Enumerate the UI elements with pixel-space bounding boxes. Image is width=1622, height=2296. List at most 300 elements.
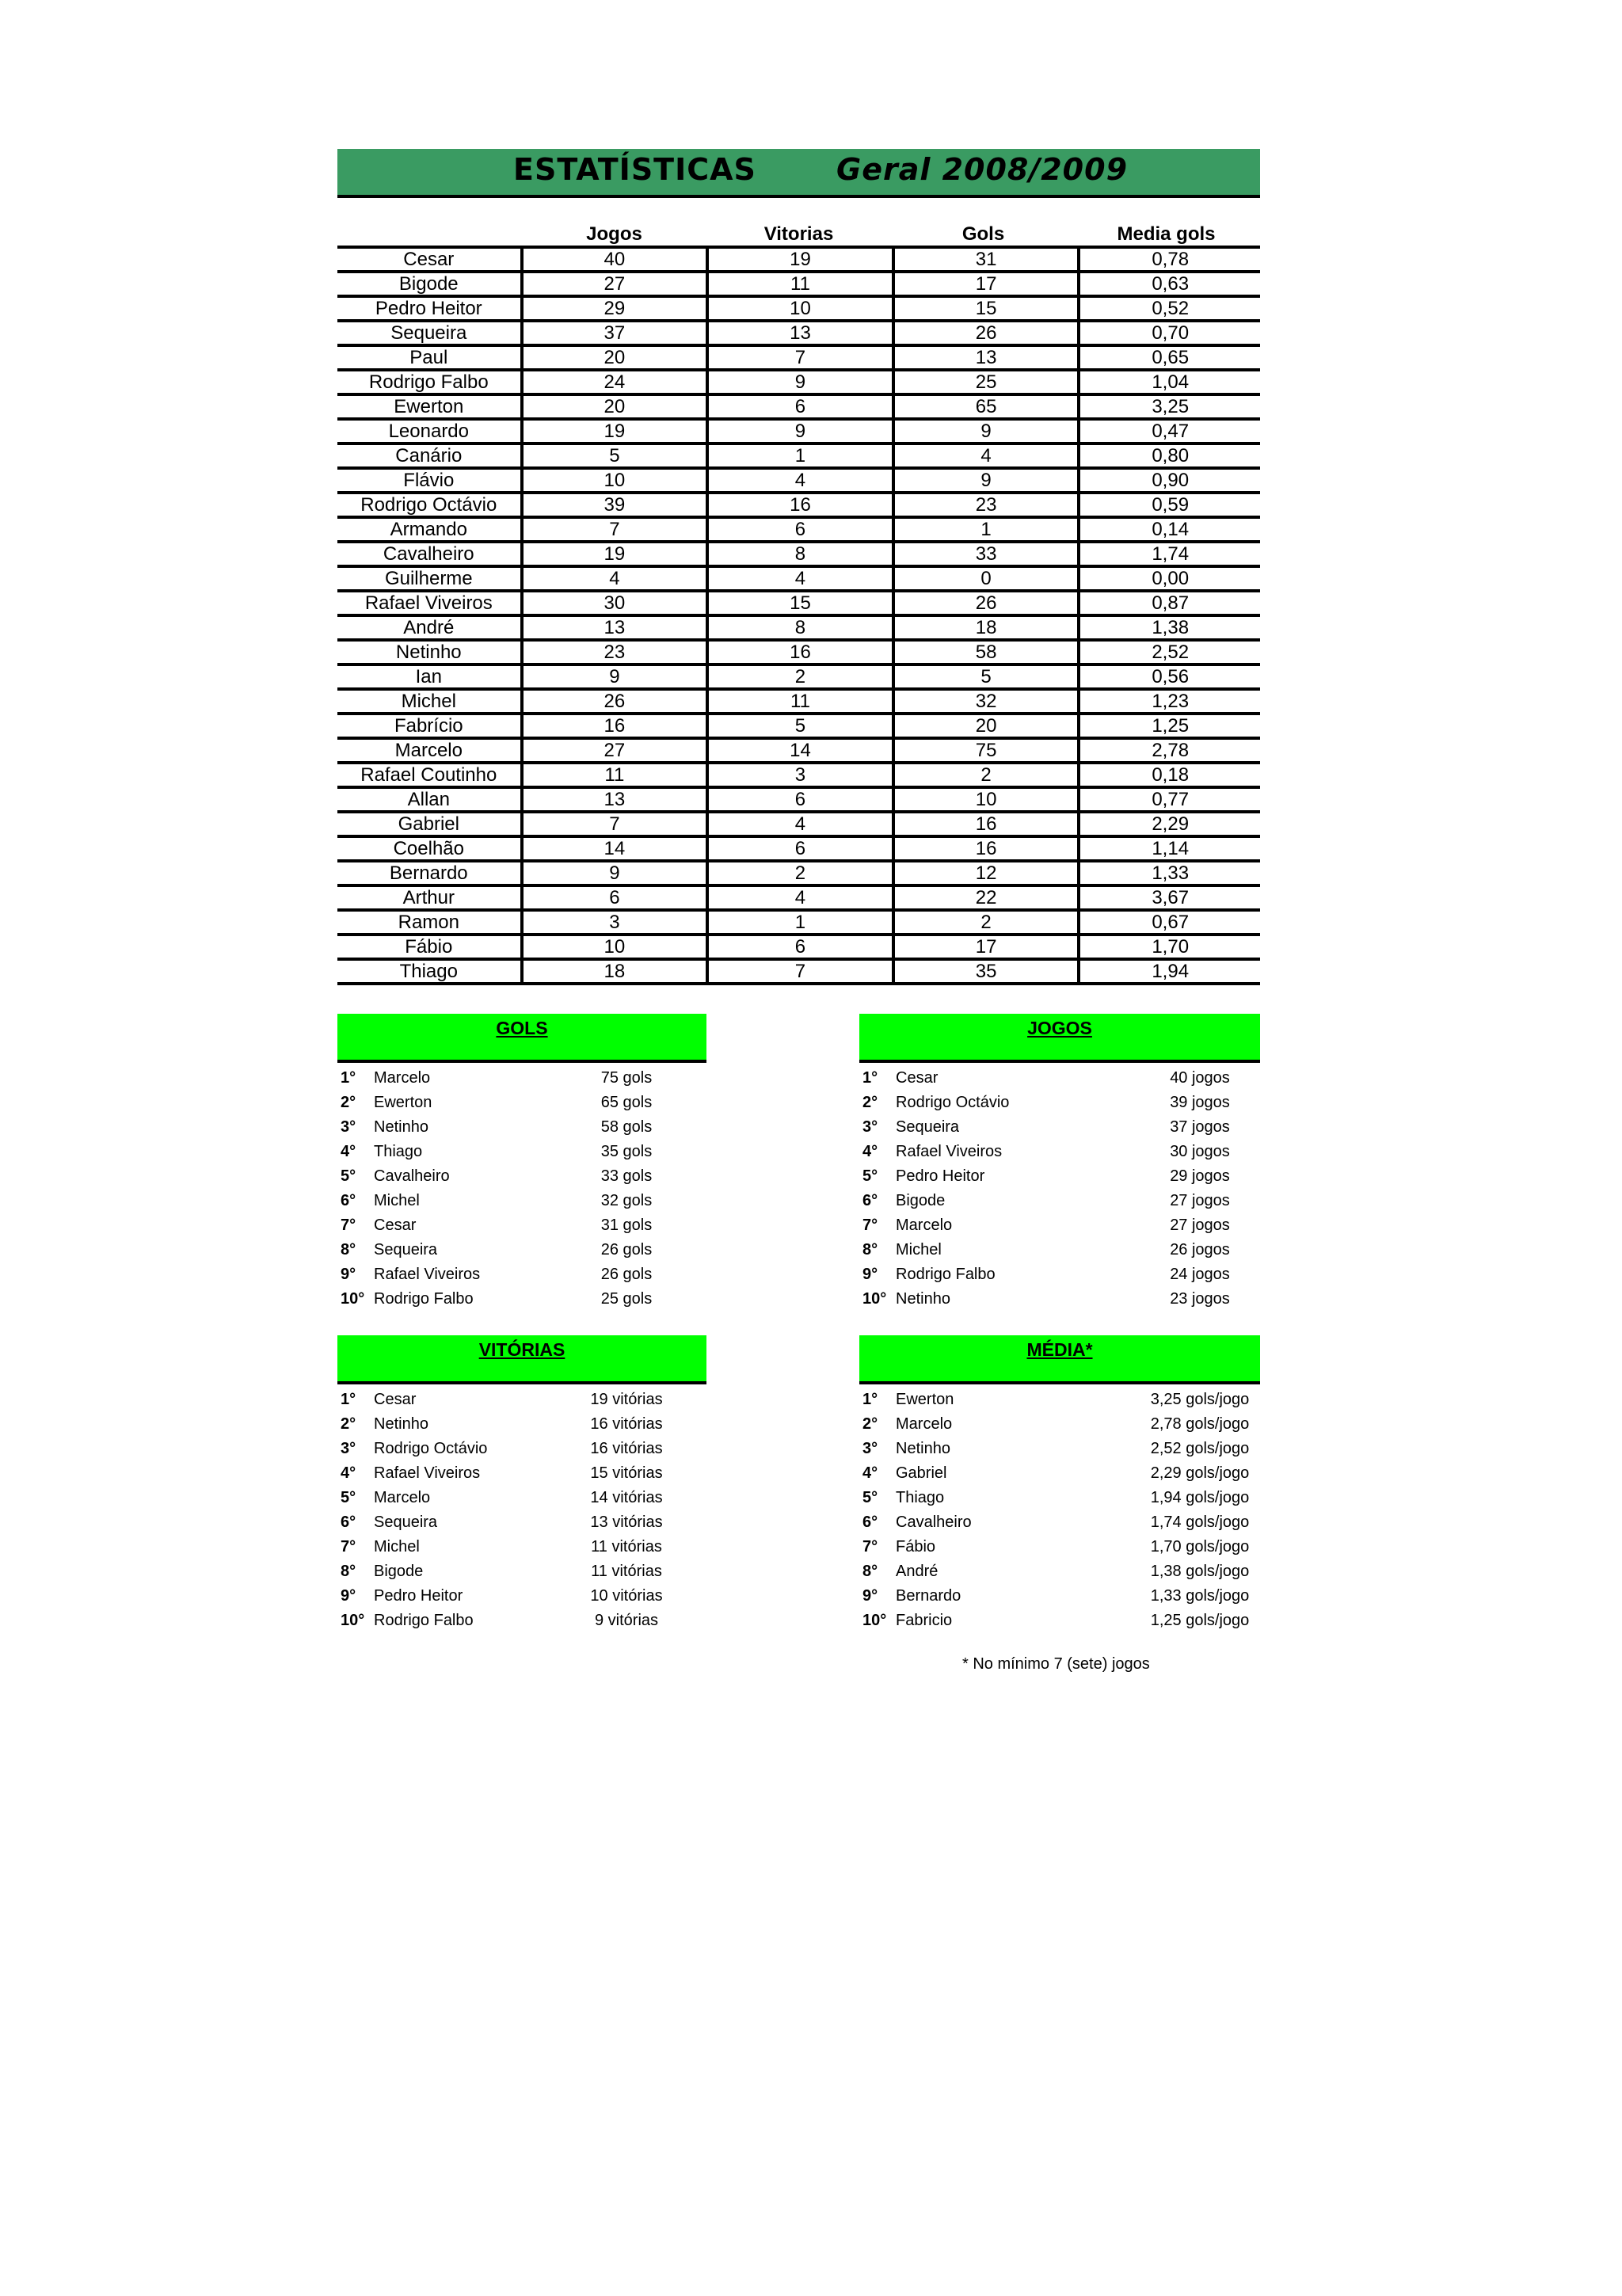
cell-media: 0,00 [1077,568,1260,589]
table-row [337,322,1260,347]
ranking-position: 10° [862,1290,887,1308]
ranking-position: 7° [862,1538,878,1555]
ranking-player: Netinho [374,1415,428,1433]
ranking-player: Michel [374,1538,420,1555]
cell-player: André [403,617,455,638]
cell-jogos: 20 [520,347,706,368]
ranking-player: Rafael Viveiros [374,1464,481,1482]
ranking-position: 5° [341,1167,356,1185]
ranking-position: 2° [862,1415,878,1433]
ranking-value: 16 vitórias [590,1415,663,1433]
ranking-item [337,1437,741,1461]
cell-player: Ramon [398,912,459,933]
table-row [337,642,1260,666]
ranking-value: 65 gols [600,1094,653,1111]
cell-player: Rafael Coutinho [360,764,497,786]
ranking-item [337,1535,741,1559]
cell-media: 0,18 [1077,764,1260,786]
cell-vitorias: 15 [706,592,892,614]
ranking-item [859,1559,1263,1584]
table-row [337,592,1260,617]
cell-vitorias: 10 [706,298,892,319]
footnote: * No mínimo 7 (sete) jogos [962,1655,1150,1673]
table-row [337,347,1260,371]
table-row [337,543,1260,568]
ranking-position: 3° [862,1440,878,1457]
ranking-value: 1,70 gols/jogo [1150,1538,1250,1555]
ranking-item [337,1189,741,1213]
ranking-value: 31 gols [600,1217,653,1234]
ranking-position: 3° [341,1440,356,1457]
cell-player: Guilherme [384,568,473,589]
ranking-value: 32 gols [600,1192,653,1209]
ranking-list [859,1066,1263,1312]
cell-media: 1,70 [1077,936,1260,958]
ranking-value: 27 jogos [1170,1192,1230,1209]
ranking-item [859,1115,1263,1140]
ranking-value: 39 jogos [1170,1094,1230,1111]
ranking-player: Rodrigo Falbo [374,1290,474,1308]
cell-media: 2,29 [1077,813,1260,835]
ranking-value: 15 vitórias [590,1464,663,1482]
table-row [337,249,1260,273]
cell-media: 0,87 [1077,592,1260,614]
table-row [337,715,1260,740]
ranking-gols [337,1014,741,1312]
cell-jogos: 23 [520,642,706,663]
cell-vitorias: 11 [706,691,892,712]
cell-vitorias: 7 [706,347,892,368]
ranking-player: Cesar [374,1217,417,1234]
table-row [337,862,1260,887]
ranking-position: 4° [341,1143,356,1160]
ranking-value: 75 gols [600,1069,653,1087]
ranking-player: Bigode [374,1563,424,1580]
cell-player: Fábio [405,936,453,958]
ranking-position: 4° [862,1143,878,1160]
cell-player: Paul [409,347,448,368]
ranking-item [859,1164,1263,1189]
cell-player: Armando [390,519,467,540]
ranking-item [337,1287,741,1312]
ranking-value: 2,29 gols/jogo [1150,1464,1250,1482]
cell-jogos: 11 [520,764,706,786]
table-row [337,740,1260,764]
cell-jogos: 3 [520,912,706,933]
cell-gols: 23 [892,494,1078,516]
ranking-position: 10° [341,1612,365,1629]
cell-jogos: 9 [520,862,706,884]
cell-gols: 9 [892,421,1078,442]
cell-jogos: 19 [520,543,706,565]
cell-vitorias: 16 [706,494,892,516]
cell-media: 0,78 [1077,249,1260,270]
stats-table-header [337,222,1260,249]
ranking-position: 5° [341,1489,356,1506]
cell-media: 0,14 [1077,519,1260,540]
cell-media: 3,67 [1077,887,1260,908]
ranking-value: 9 vitórias [594,1612,659,1629]
ranking-position: 2° [341,1094,356,1111]
ranking-player: Cavalheiro [374,1167,450,1185]
header-vitorias: Vitorias [763,223,834,245]
ranking-value: 16 vitórias [590,1440,663,1457]
cell-media: 0,90 [1077,470,1260,491]
ranking-media-title: MÉDIA* [859,1335,1260,1384]
table-row [337,936,1260,961]
cell-jogos: 9 [520,666,706,687]
cell-media: 1,14 [1077,838,1260,859]
cell-jogos: 30 [520,592,706,614]
ranking-player: Michel [896,1241,942,1258]
ranking-player: Bernardo [896,1587,961,1605]
ranking-item [337,1461,741,1486]
cell-vitorias: 4 [706,568,892,589]
cell-jogos: 4 [520,568,706,589]
ranking-position: 2° [341,1415,356,1433]
cell-player: Canário [395,445,463,466]
cell-vitorias: 14 [706,740,892,761]
ranking-item [859,1510,1263,1535]
ranking-item [337,1262,741,1287]
ranking-player: Fabricio [896,1612,953,1629]
cell-vitorias: 8 [706,617,892,638]
cell-vitorias: 4 [706,470,892,491]
title-main: ESTATÍSTICAS [513,152,756,187]
ranking-position: 3° [341,1118,356,1136]
cell-media: 0,70 [1077,322,1260,344]
cell-media: 0,65 [1077,347,1260,368]
ranking-position: 8° [341,1241,356,1258]
ranking-item [859,1437,1263,1461]
cell-player: Fabrício [394,715,463,737]
table-row [337,838,1260,862]
ranking-item [859,1189,1263,1213]
cell-gols: 75 [892,740,1078,761]
cell-gols: 26 [892,592,1078,614]
cell-gols: 0 [892,568,1078,589]
cell-vitorias: 4 [706,813,892,835]
ranking-value: 26 gols [600,1266,653,1283]
ranking-player: Marcelo [374,1489,431,1506]
ranking-list [337,1388,741,1633]
ranking-position: 4° [862,1464,878,1482]
cell-media: 1,33 [1077,862,1260,884]
ranking-gols-title: GOLS [337,1014,706,1063]
ranking-position: 10° [341,1290,365,1308]
ranking-player: André [896,1563,939,1580]
cell-media: 2,78 [1077,740,1260,761]
cell-gols: 2 [892,764,1078,786]
cell-player: Pedro Heitor [375,298,482,319]
cell-player: Marcelo [394,740,463,761]
ranking-player: Marcelo [896,1217,953,1234]
ranking-position: 4° [341,1464,356,1482]
ranking-item [337,1486,741,1510]
cell-media: 1,25 [1077,715,1260,737]
cell-jogos: 7 [520,813,706,835]
cell-vitorias: 7 [706,961,892,982]
cell-vitorias: 3 [706,764,892,786]
ranking-item [337,1213,741,1238]
ranking-value: 23 jogos [1170,1290,1230,1308]
cell-player: Cavalheiro [383,543,474,565]
ranking-value: 1,25 gols/jogo [1150,1612,1250,1629]
cell-vitorias: 6 [706,936,892,958]
ranking-value: 10 vitórias [590,1587,663,1605]
cell-gols: 4 [892,445,1078,466]
cell-jogos: 16 [520,715,706,737]
ranking-value: 1,74 gols/jogo [1150,1514,1250,1531]
cell-media: 1,23 [1077,691,1260,712]
cell-jogos: 26 [520,691,706,712]
cell-player: Gabriel [398,813,459,835]
ranking-item [337,1559,741,1584]
cell-vitorias: 11 [706,273,892,295]
stats-table [337,222,1260,985]
ranking-value: 30 jogos [1170,1143,1230,1160]
ranking-item [859,1609,1263,1633]
cell-player: Thiago [399,961,458,982]
ranking-position: 9° [862,1587,878,1605]
ranking-item [859,1091,1263,1115]
ranking-item [337,1115,741,1140]
table-row [337,666,1260,691]
ranking-player: Sequeira [374,1514,438,1531]
table-row [337,519,1260,543]
cell-gols: 65 [892,396,1078,417]
cell-player: Sequeira [390,322,467,344]
ranking-position: 6° [862,1192,878,1209]
ranking-item [337,1140,741,1164]
ranking-player: Fábio [896,1538,936,1555]
cell-media: 0,80 [1077,445,1260,466]
cell-media: 3,25 [1077,396,1260,417]
cell-gols: 33 [892,543,1078,565]
cell-player: Allan [407,789,450,810]
ranking-media [859,1335,1263,1633]
ranking-position: 7° [862,1217,878,1234]
ranking-player: Pedro Heitor [374,1587,463,1605]
ranking-position: 7° [341,1538,356,1555]
cell-jogos: 10 [520,936,706,958]
cell-media: 1,04 [1077,371,1260,393]
cell-jogos: 29 [520,298,706,319]
ranking-position: 9° [862,1266,878,1283]
cell-jogos: 14 [520,838,706,859]
table-row [337,961,1260,985]
cell-media: 0,63 [1077,273,1260,295]
cell-gols: 1 [892,519,1078,540]
cell-media: 0,59 [1077,494,1260,516]
cell-gols: 35 [892,961,1078,982]
table-row [337,371,1260,396]
cell-gols: 20 [892,715,1078,737]
cell-gols: 15 [892,298,1078,319]
ranking-player: Rodrigo Octávio [374,1440,488,1457]
cell-player: Cesar [403,249,455,270]
cell-gols: 22 [892,887,1078,908]
ranking-position: 10° [862,1612,887,1629]
cell-vitorias: 6 [706,838,892,859]
ranking-position: 8° [341,1563,356,1580]
ranking-item [337,1388,741,1412]
cell-jogos: 40 [520,249,706,270]
ranking-value: 40 jogos [1170,1069,1230,1087]
ranking-value: 25 gols [600,1290,653,1308]
ranking-value: 1,38 gols/jogo [1150,1563,1250,1580]
ranking-item [859,1213,1263,1238]
ranking-position: 9° [341,1587,356,1605]
cell-player: Rodrigo Octávio [360,494,497,516]
cell-vitorias: 8 [706,543,892,565]
ranking-player: Michel [374,1192,420,1209]
ranking-item [859,1486,1263,1510]
cell-jogos: 39 [520,494,706,516]
ranking-player: Rafael Viveiros [374,1266,481,1283]
ranking-list [337,1066,741,1312]
ranking-item [859,1535,1263,1559]
title-season: Geral 2008/2009 [836,152,1129,187]
cell-gols: 16 [892,838,1078,859]
ranking-position: 5° [862,1167,878,1185]
cell-jogos: 10 [520,470,706,491]
ranking-value: 58 gols [600,1118,653,1136]
ranking-player: Ewerton [896,1391,954,1408]
cell-player: Arthur [402,887,455,908]
cell-vitorias: 6 [706,519,892,540]
cell-player: Rodrigo Falbo [368,371,489,393]
cell-vitorias: 16 [706,642,892,663]
ranking-value: 35 gols [600,1143,653,1160]
cell-gols: 10 [892,789,1078,810]
header-jogos: Jogos [586,223,642,245]
table-row [337,764,1260,789]
cell-gols: 17 [892,936,1078,958]
table-row [337,445,1260,470]
ranking-player: Cavalheiro [896,1514,972,1531]
cell-player: Bernardo [389,862,468,884]
ranking-value: 26 gols [600,1241,653,1258]
ranking-position: 7° [341,1217,356,1234]
cell-jogos: 20 [520,396,706,417]
ranking-position: 8° [862,1241,878,1258]
ranking-player: Netinho [896,1290,950,1308]
table-row [337,617,1260,642]
table-row [337,887,1260,912]
ranking-player: Sequeira [896,1118,960,1136]
cell-player: Bigode [398,273,459,295]
cell-gols: 9 [892,470,1078,491]
table-row [337,421,1260,445]
cell-media: 2,52 [1077,642,1260,663]
cell-gols: 16 [892,813,1078,835]
ranking-position: 3° [862,1118,878,1136]
ranking-position: 1° [862,1069,878,1087]
cell-jogos: 18 [520,961,706,982]
cell-vitorias: 2 [706,666,892,687]
ranking-value: 27 jogos [1170,1217,1230,1234]
cell-gols: 25 [892,371,1078,393]
ranking-value: 2,52 gols/jogo [1150,1440,1250,1457]
ranking-player: Rodrigo Falbo [896,1266,996,1283]
ranking-player: Ewerton [374,1094,432,1111]
ranking-player: Marcelo [896,1415,953,1433]
ranking-value: 13 vitórias [590,1514,663,1531]
ranking-player: Cesar [896,1069,939,1087]
ranking-jogos-title: JOGOS [859,1014,1260,1063]
table-row [337,789,1260,813]
ranking-vitorias-title: VITÓRIAS [337,1335,706,1384]
ranking-value: 11 vitórias [591,1563,662,1580]
cell-jogos: 7 [520,519,706,540]
ranking-item [859,1461,1263,1486]
cell-vitorias: 2 [706,862,892,884]
ranking-player: Cesar [374,1391,417,1408]
cell-jogos: 27 [520,273,706,295]
cell-media: 0,67 [1077,912,1260,933]
ranking-position: 6° [862,1514,878,1531]
cell-media: 0,52 [1077,298,1260,319]
ranking-value: 26 jogos [1170,1241,1230,1258]
ranking-value: 1,33 gols/jogo [1150,1587,1250,1605]
cell-media: 0,77 [1077,789,1260,810]
cell-player: Flávio [403,470,455,491]
ranking-item [337,1164,741,1189]
ranking-position: 1° [862,1391,878,1408]
ranking-item [859,1287,1263,1312]
cell-media: 1,38 [1077,617,1260,638]
ranking-player: Rodrigo Octávio [896,1094,1010,1111]
ranking-item [337,1510,741,1535]
ranking-value: 11 vitórias [591,1538,662,1555]
cell-player: Leonardo [388,421,470,442]
table-row [337,568,1260,592]
header-player [337,222,522,246]
ranking-position: 8° [862,1563,878,1580]
ranking-player: Gabriel [896,1464,947,1482]
cell-vitorias: 4 [706,887,892,908]
ranking-item [859,1066,1263,1091]
ranking-value: 19 vitórias [590,1391,663,1408]
ranking-value: 3,25 gols/jogo [1150,1391,1250,1408]
cell-gols: 31 [892,249,1078,270]
ranking-value: 37 jogos [1170,1118,1230,1136]
ranking-value: 2,78 gols/jogo [1150,1415,1250,1433]
cell-gols: 5 [892,666,1078,687]
ranking-player: Sequeira [374,1241,438,1258]
cell-vitorias: 19 [706,249,892,270]
ranking-list [859,1388,1263,1633]
cell-gols: 17 [892,273,1078,295]
cell-gols: 13 [892,347,1078,368]
cell-player: Coelhão [393,838,464,859]
cell-player: Michel [401,691,456,712]
ranking-player: Thiago [374,1143,423,1160]
cell-player: Rafael Viveiros [364,592,493,614]
cell-vitorias: 9 [706,421,892,442]
cell-jogos: 27 [520,740,706,761]
cell-jogos: 24 [520,371,706,393]
ranking-player: Thiago [896,1489,945,1506]
ranking-item [859,1238,1263,1262]
ranking-item [337,1238,741,1262]
cell-jogos: 19 [520,421,706,442]
ranking-position: 6° [341,1514,356,1531]
ranking-jogos [859,1014,1263,1312]
table-row [337,396,1260,421]
cell-gols: 58 [892,642,1078,663]
